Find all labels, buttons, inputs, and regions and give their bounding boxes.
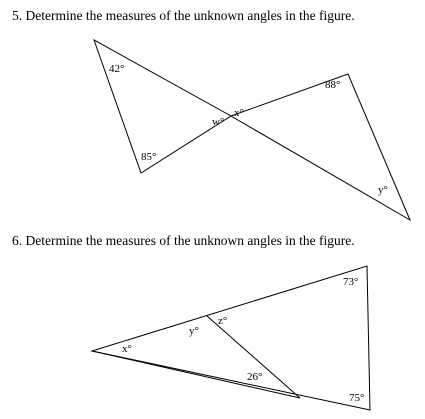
outer-triangle xyxy=(92,266,370,410)
angle-label-26: 26° xyxy=(247,371,263,383)
angle-label-88: 88° xyxy=(325,79,341,91)
angle-label-85: 85° xyxy=(141,151,157,163)
angle-label-x: x° xyxy=(122,343,132,355)
angle-label-x: x° xyxy=(234,107,244,119)
base-segment xyxy=(92,351,300,398)
right-triangle xyxy=(231,74,410,220)
problem-6-statement: 6. Determine the measures of the unknown angles in the figure. xyxy=(12,233,355,248)
figure-5 xyxy=(94,40,410,220)
problem-5-statement: 5. Determine the measures of the unknown angles in the figure. xyxy=(12,8,355,23)
angle-label-73: 73° xyxy=(343,276,359,288)
angle-label-y: y° xyxy=(378,184,388,196)
angle-label-42: 42° xyxy=(109,63,125,75)
angle-label-z: z° xyxy=(218,315,228,327)
figure-6 xyxy=(92,266,370,410)
angle-label-y: y° xyxy=(189,325,199,337)
angle-label-w: w° xyxy=(212,116,225,128)
angle-label-75: 75° xyxy=(349,392,365,404)
left-triangle xyxy=(94,40,231,173)
